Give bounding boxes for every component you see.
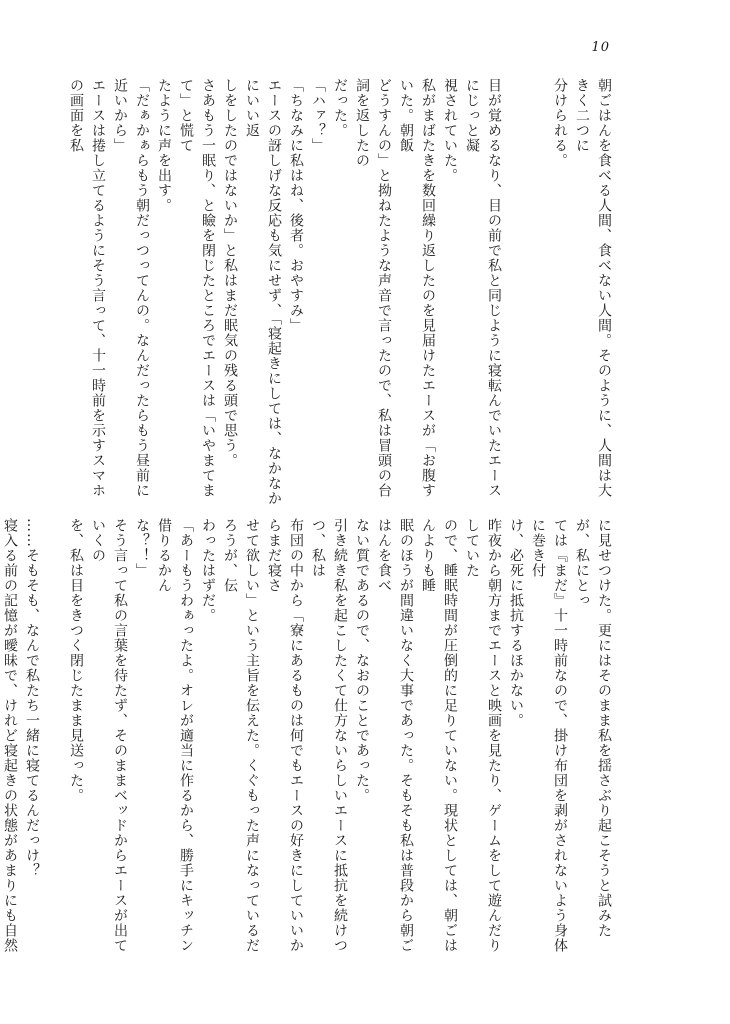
text-line: に見せつけた。更にはそのまま私を揺さぶり起こそうと試みたが、私にとっ (574, 518, 612, 938)
text-line: 布団の中から「寮にあるものは何でもエースの好きにしていいからまだ寝さ (266, 518, 304, 953)
text-line: たように声を出す。 (156, 78, 172, 213)
text-line: を、私は目をきつく閉じたまま見送った。 (68, 518, 84, 803)
text-line: 「だぁかぁらもう朝だっつってんの。なんだったらもう昼前に近いから」 (112, 78, 150, 498)
text-line: 朝ごはんを食べる人間、食べない人間。そのように、人間は大きく二つに (574, 78, 612, 498)
page-number: 10 (591, 40, 610, 55)
text-line: 私がまばたきを数回繰り返したのを見届けたエースが「お腹すいた。朝飯 (398, 78, 436, 498)
text-line: 寝入る前の記憶が曖昧で、けれど寝起きの状態があまりにも自然 (2, 518, 18, 953)
text-line: ない質であるので、なおのことであった。 (354, 518, 370, 803)
text-line: だった。 (332, 78, 348, 138)
text-line: 目が覚めるなり、目の前で私と同じように寝転んでいたエースにじっと凝 (464, 78, 502, 498)
text-line: ので、睡眠時間が圧倒的に足りていない。現状としては、朝ごはんよりも睡 (420, 518, 458, 953)
top-text-column (68, 78, 615, 508)
blank-line (505, 78, 527, 508)
text-line: 「ハァ？」 (310, 78, 326, 153)
blank-line (527, 78, 549, 508)
text-line: ……そもそも、なんで私たち一緒に寝てるんだっけ？ (24, 518, 40, 878)
text-line: そう言って私の言葉を待たず、そのままベッドからエースが出ていくの (90, 518, 128, 953)
text-line: な？！」 (134, 518, 150, 578)
text-line: 「ちなみに私はね、後者。おやすみ」 (288, 78, 304, 333)
text-line: さあもう一眠り、と瞼を閉じたところでエースは「いやまてまて」と慌て (178, 78, 216, 498)
text-line: け、必死に抵抗するほかない。 (508, 518, 524, 728)
text-line: エースの訝しげな反応も気にせず、「寝起きにしては、なかなかにいい返 (244, 78, 282, 506)
text-line: 引き続き私を起こしたくて仕方ないらしいエースに抵抗を続けつつ、私は (310, 518, 348, 953)
text-line: どうすんの」と拗ねたような声音で言ったので、私は冒頭の台詞を返したの (354, 78, 392, 498)
text-line: せて欲しい」という主旨を伝えた。くぐもった声になっているだろうが、伝 (222, 518, 260, 953)
text-line: エースは捲し立てるようにそう言って、十一時前を示すスマホの画面を私 (68, 78, 106, 498)
text-line: 昨夜から朝方までエースと映画を見たり、ゲームをして遊んだりしていた (464, 518, 502, 953)
text-line: 分けられる。 (552, 78, 568, 168)
text-line: わったはずだ。 (200, 518, 216, 623)
text-line: 視されていた。 (442, 78, 458, 183)
text-line: ては『まだ』十一時前なので、掛け布団を剥がされないよう身体に巻き付 (530, 518, 568, 953)
bottom-text-column (2, 518, 615, 958)
blank-line (43, 518, 65, 958)
text-line: しをしたのではないか」と私はまだ眠気の残る頭で思う。 (222, 78, 238, 468)
text-line: 「あーもうわぁったよ。オレが適当に作るから、勝手にキッチン借りるかん (156, 518, 194, 953)
text-line: 眠のほうが間違いなく大事であった。そもそも私は普段から朝ごはんを食べ (376, 518, 414, 953)
